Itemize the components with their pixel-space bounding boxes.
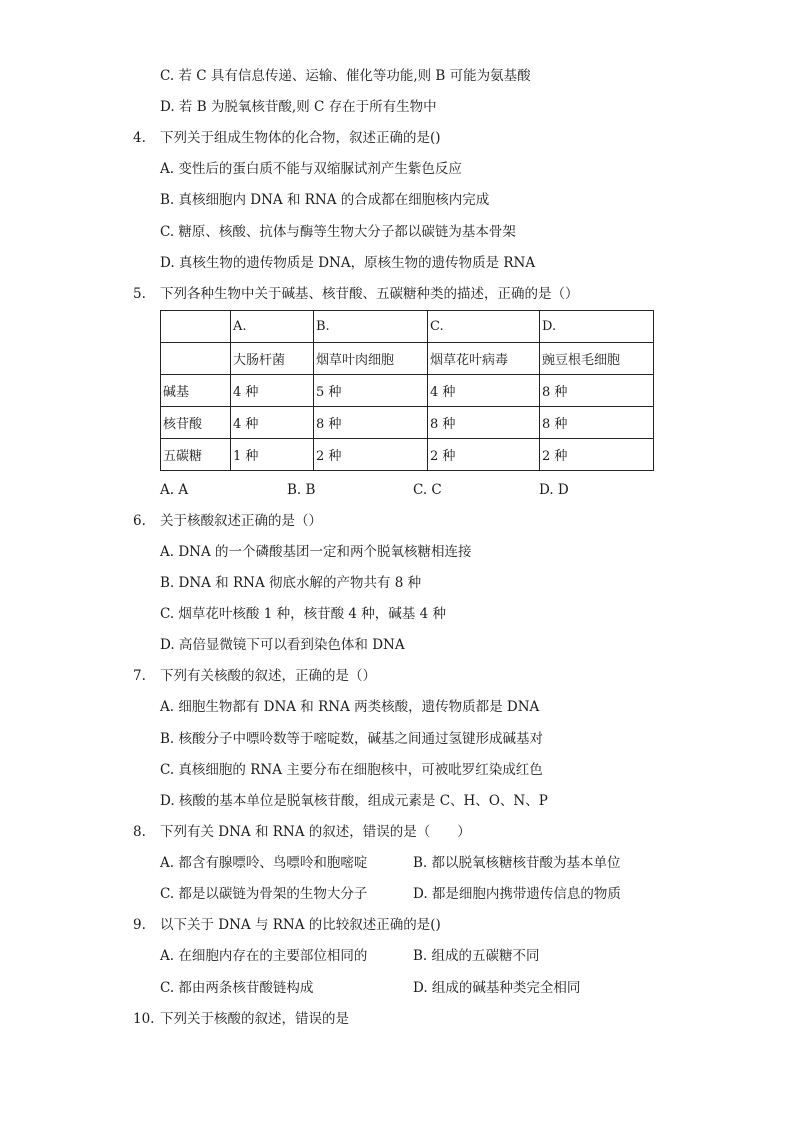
table-cell [161, 311, 231, 343]
table-cell [161, 343, 231, 375]
q10-number: 10. [133, 1011, 155, 1027]
table-cell: 1 种 [231, 439, 314, 471]
q5-option-b: B. B [287, 482, 316, 498]
table-cell: 5 种 [314, 375, 428, 407]
table-cell: A. [231, 311, 314, 343]
q5-option-c: C. C [413, 482, 442, 498]
q7-option-d: D. 核酸的基本单位是脱氧核苷酸，组成元素是 C、H、O、N、P [160, 793, 548, 809]
table-cell: 碱基 [161, 375, 231, 407]
q9-option-d: D. 组成的碱基种类完全相同 [413, 980, 581, 996]
table-cell: 烟草花叶病毒 [428, 343, 540, 375]
q4-number: 4. [133, 130, 146, 146]
q7-stem: 下列有关核酸的叙述，正确的是（） [160, 668, 376, 684]
q4-option-b: B. 真核细胞内 DNA 和 RNA 的合成都在细胞核内完成 [160, 192, 490, 208]
q8-option-c: C. 都是以碳链为骨架的生物大分子 [160, 886, 368, 902]
table-row [161, 343, 654, 375]
q9-number: 9. [133, 917, 146, 933]
table-cell: 大肠杆菌 [231, 343, 314, 375]
q4-option-d: D. 真核生物的遗传物质是 DNA，原核生物的遗传物质是 RNA [160, 255, 536, 271]
q7-number: 7. [133, 668, 146, 684]
q6-option-c: C. 烟草花叶核酸 1 种，核苷酸 4 种，碱基 4 种 [160, 606, 446, 622]
table-cell: B. [314, 311, 428, 343]
q4-stem: 下列关于组成生物体的化合物，叙述正确的是() [160, 130, 441, 146]
q5-stem: 下列各种生物中关于碱基、核苷酸、五碳糖种类的描述，正确的是（） [160, 286, 579, 302]
table-row [161, 311, 654, 343]
q6-stem: 关于核酸叙述正确的是（） [160, 513, 322, 529]
table-row [161, 375, 654, 407]
table-cell: 2 种 [428, 439, 540, 471]
table-cell: 2 种 [314, 439, 428, 471]
q9-option-c: C. 都由两条核苷酸链构成 [160, 980, 314, 996]
q3-option-d: D. 若 B 为脱氧核苷酸,则 C 存在于所有生物中 [160, 99, 437, 115]
q5-table [160, 310, 654, 471]
table-cell: C. [428, 311, 540, 343]
q5-number: 5. [133, 286, 146, 302]
table-cell: 8 种 [540, 407, 654, 439]
table-cell: 豌豆根毛细胞 [540, 343, 654, 375]
table-cell: 4 种 [231, 407, 314, 439]
q10-stem: 下列关于核酸的叙述，错误的是 [160, 1011, 349, 1027]
q6-option-a: A. DNA 的一个磷酸基团一定和两个脱氧核糖相连接 [160, 544, 472, 560]
table-cell: 核苷酸 [161, 407, 231, 439]
q6-number: 6. [133, 513, 146, 529]
table-cell: 8 种 [540, 375, 654, 407]
q7-option-a: A. 细胞生物都有 DNA 和 RNA 两类核酸，遗传物质都是 DNA [160, 699, 540, 715]
q8-stem: 下列有关 DNA 和 RNA 的叙述，错误的是（ ） [160, 824, 471, 840]
q9-option-b: B. 组成的五碳糖不同 [413, 948, 540, 964]
q6-option-d: D. 高倍显微镜下可以看到染色体和 DNA [160, 637, 405, 653]
table-cell: 8 种 [314, 407, 428, 439]
table-cell: 4 种 [231, 375, 314, 407]
q4-option-c: C. 糖原、核酸、抗体与酶等生物大分子都以碳链为基本骨架 [160, 224, 516, 240]
q5-option-d: D. D [539, 482, 569, 498]
q8-option-b: B. 都以脱氧核糖核苷酸为基本单位 [413, 855, 621, 871]
table-cell: 五碳糖 [161, 439, 231, 471]
q3-option-c: C. 若 C 具有信息传递、运输、催化等功能,则 B 可能为氨基酸 [160, 68, 531, 84]
table-cell: 2 种 [540, 439, 654, 471]
table-row [161, 439, 654, 471]
q5-option-a: A. A [160, 482, 189, 498]
table-cell: 8 种 [428, 407, 540, 439]
table-cell: D. [540, 311, 654, 343]
q9-option-a: A. 在细胞内存在的主要部位相同的 [160, 948, 368, 964]
q8-option-d: D. 都是细胞内携带遗传信息的物质 [413, 886, 621, 902]
table-cell: 烟草叶肉细胞 [314, 343, 428, 375]
q7-option-b: B. 核酸分子中嘌呤数等于嘧啶数，碱基之间通过氢键形成碱基对 [160, 731, 544, 747]
q8-number: 8. [133, 824, 146, 840]
q9-stem: 以下关于 DNA 与 RNA 的比较叙述正确的是() [160, 917, 441, 933]
q4-option-a: A. 变性后的蛋白质不能与双缩脲试剂产生紫色反应 [160, 161, 462, 177]
q7-option-c: C. 真核细胞的 RNA 主要分布在细胞核中，可被吡罗红染成红色 [160, 762, 543, 778]
q6-option-b: B. DNA 和 RNA 彻底水解的产物共有 8 种 [160, 575, 422, 591]
table-cell: 4 种 [428, 375, 540, 407]
table-row [161, 407, 654, 439]
q8-option-a: A. 都含有腺嘌呤、鸟嘌呤和胞嘧啶 [160, 855, 368, 871]
